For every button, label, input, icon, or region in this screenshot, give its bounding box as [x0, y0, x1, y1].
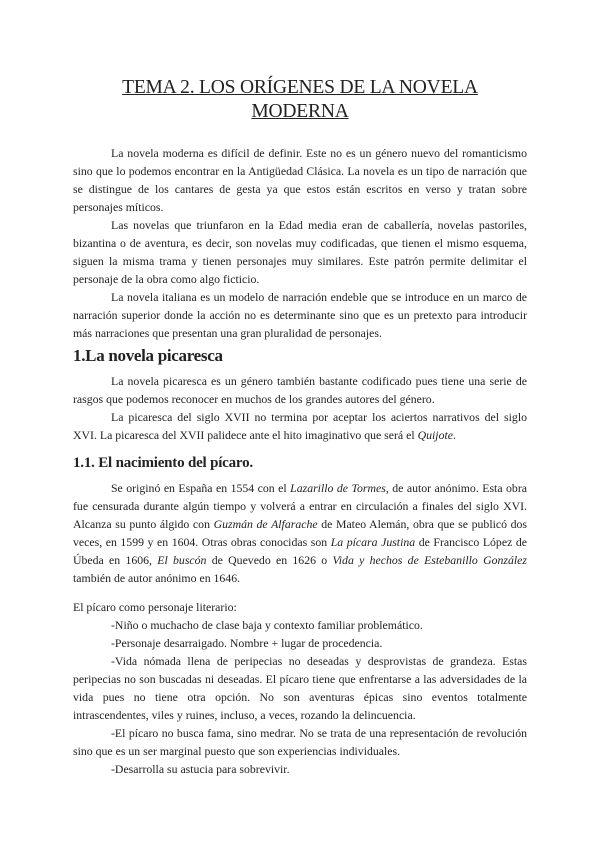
picaresca-section: [73, 372, 527, 444]
justina-title: La pícara Justina: [330, 535, 416, 549]
list-item: -Desarrolla su astucia para sobrevivir.: [111, 762, 290, 776]
intro-paragraph-3: La novela italiana es un modelo de narración endeble que se introduce en un marco de narración superior donde la acción no es determinante sino que es un pretexto para introducir más narraciones que presentan una gran pluralidad de personajes.: [73, 290, 527, 340]
nac-text-3: de Mateo Alemán, obra que se publicó dos veces, en 1599 y en 1604. Otras obras conocidas son: [73, 517, 528, 549]
title-line-2: MODERNA: [251, 101, 349, 122]
intro-paragraph-1: La novela moderna es difícil de definir. Este no es un género nuevo del romanticismo sino que lo podemos encontrar en la Antigüedad Clásica. La novela es un tipo de narración que se distingue de los cantares de gesta ya que estos están escritos en verso y tratan sobre personajes míticos.: [73, 146, 527, 214]
nac-text-2: , de autor anónimo. Esta obra fue censurada durante algún tiempo y volverá a entrar en circulación a finales del siglo XVI. Alcanza su punto álgido con: [73, 481, 528, 531]
picaresca-paragraph-2: [73, 408, 527, 444]
picaresca-p2-end: .: [452, 428, 456, 442]
page-title: [60, 76, 540, 124]
lazarillo-title: Lazarillo de Tormes: [290, 481, 386, 495]
list-item: -El pícaro no busca fama, sino medrar. No se trata de una representación de revolución sino que es un ser marginal puesto que son experiencias individuales.: [73, 726, 527, 758]
list-item: -Personaje desarraigado. Nombre + lugar de procedencia.: [111, 636, 383, 650]
title-line-1: TEMA 2. LOS ORÍGENES DE LA NOVELA: [122, 77, 478, 98]
nac-text-4: de Francisco López de Úbeda en 1606,: [73, 535, 527, 567]
intro-paragraph-2: Las novelas que triunfaron en la Edad media eran de caballería, novelas pastoriles, bizantina o de aventura, es decir, son novelas muy codificadas, que tienen el mismo esquema, siguen la misma trama y tienen personajes muy similares. Este patrón permite delimitar el personaje de la obra como algo ficticio.: [73, 218, 527, 286]
quijote-title: Quijote: [417, 428, 453, 442]
list-item: -Vida nómada llena de peripecias no deseadas y desprovistas de grandeza. Estas peripecias no son buscadas ni deseadas. El pícaro tiene que enfrentarse a las adversidades de la vida pues no tiene otra opción. No son aventuras épicas sino eventos totalmente intrascendentes, viles y ruines, incluso, a veces, rozando la delincuencia.: [73, 654, 527, 722]
guzman-title: Guzmán de Alfarache: [213, 517, 318, 531]
picaresca-paragraph-1: La novela picaresca es un género también bastante codificado pues tiene una serie de rasgos que podemos reconocer en muchos de los grandes autores del género.: [73, 374, 527, 406]
nacimiento-section: [73, 479, 527, 587]
nac-text-6: también de autor anónimo en 1646.: [73, 571, 241, 585]
section-heading-picaresca: 1.La novela picaresca: [73, 346, 223, 365]
nac-text-1: Se originó en España en 1554 con el: [111, 481, 291, 495]
buscon-title: El buscón: [157, 553, 207, 567]
intro-section: [73, 144, 527, 342]
nac-text-5: de Quevedo en 1626 o: [206, 553, 333, 567]
picaro-section: [73, 598, 527, 778]
estebanillo-title: Vida y hechos de Estebanillo González: [332, 553, 527, 567]
picaro-intro: El pícaro como personaje literario:: [73, 600, 237, 614]
picaresca-p2-text: La picaresca del siglo XVII no termina por aceptar los aciertos narrativos del siglo XVI. La picaresca del XVII palidece ante el hito imaginativo que será el: [73, 410, 527, 442]
section-heading-nacimiento: 1.1. El nacimiento del pícaro.: [73, 455, 253, 471]
nacimiento-paragraph: [73, 479, 527, 587]
list-item: -Niño o muchacho de clase baja y contexto familiar problemático.: [111, 618, 423, 632]
